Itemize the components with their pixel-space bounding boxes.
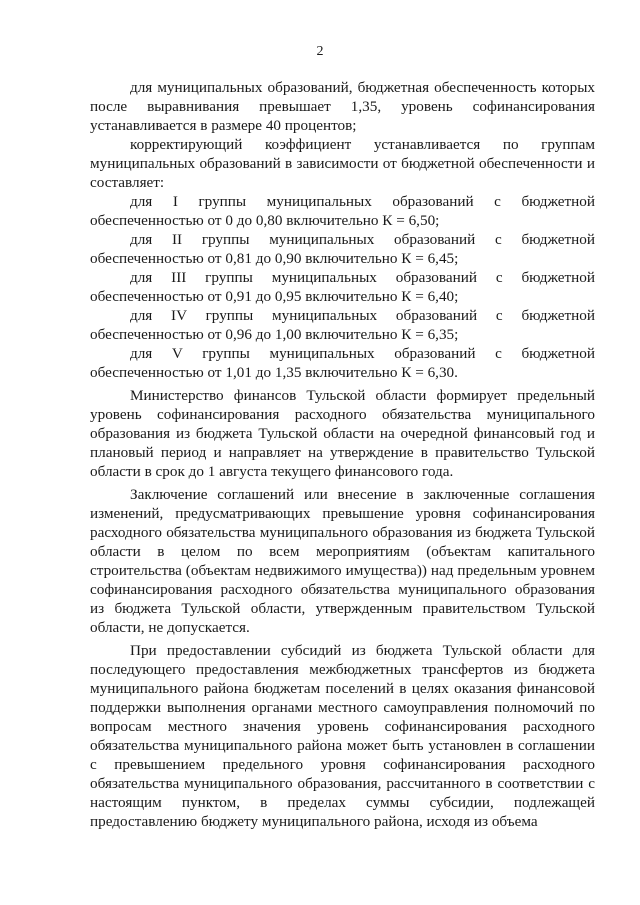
paragraph-group-5: для V группы муниципальных образований с бюджетной обеспеченностью от 1,01 до 1,35 включительно К = 6,30. (90, 345, 595, 381)
paragraph-group-2: для II группы муниципальных образований с бюджетной обеспеченностью от 0,81 до 0,90 включительно К = 6,45; (90, 231, 595, 267)
paragraph-group-1: для I группы муниципальных образований с бюджетной обеспеченностью от 0 до 0,80 включительно К = 6,50; (90, 193, 595, 229)
paragraph-group-4: для IV группы муниципальных образований с бюджетной обеспеченностью от 0,96 до 1,00 включительно К = 6,35; (90, 307, 595, 343)
paragraph-agreements: Заключение соглашений или внесение в заключенные соглашения изменений, предусматривающих превышение уровня софинансирования расходного обязательства муниципального образования из бюджета Тульской области в целом по всем мероприятиям (объектам капитального строительства (объектам недвижимого имущества)) над предельным уровнем софинансирования расходного обязательства муниципального образования из бюджета Тульской области, утвержденным правительством Тульской области, не допускается. (90, 486, 595, 636)
paragraph-ministry-of-finance: Министерство финансов Тульской области формирует предельный уровень софинансирования расходного обязательства муниципального образования из бюджета Тульской области на очередной финансовый год и плановый период и направляет на утверждение в правительство Тульской области в срок до 1 августа текущего финансового года. (90, 387, 595, 480)
paragraph-correction-coefficient: корректирующий коэффициент устанавливается по группам муниципальных образований в зависимости от бюджетной обеспеченности и составляет: (90, 136, 595, 191)
paragraph-group-3: для III группы муниципальных образований с бюджетной обеспеченностью от 0,91 до 0,95 включительно К = 6,40; (90, 269, 595, 305)
document-body (90, 78, 595, 831)
page-number: 2 (316, 44, 324, 59)
paragraph-subsidies: При предоставлении субсидий из бюджета Тульской области для последующего предоставления межбюджетных трансфертов из бюджета муниципального района бюджетам поселений в целях оказания финансовой поддержки выполнения органами местного самоуправления полномочий по вопросам местного значения уровень софинансирования расходного обязательства муниципального района может быть установлен в соглашении с превышением предельного уровня софинансирования расходного обязательства муниципального образования, рассчитанного в соответствии с настоящим пунктом, в пределах суммы субсидии, подлежащей предоставлению бюджету муниципального района, исходя из объема (90, 642, 595, 830)
paragraph-cofinancing-level: для муниципальных образований, бюджетная обеспеченность которых после выравнивания превышает 1,35, уровень софинансирования устанавливается в размере 40 процентов; (90, 79, 595, 134)
